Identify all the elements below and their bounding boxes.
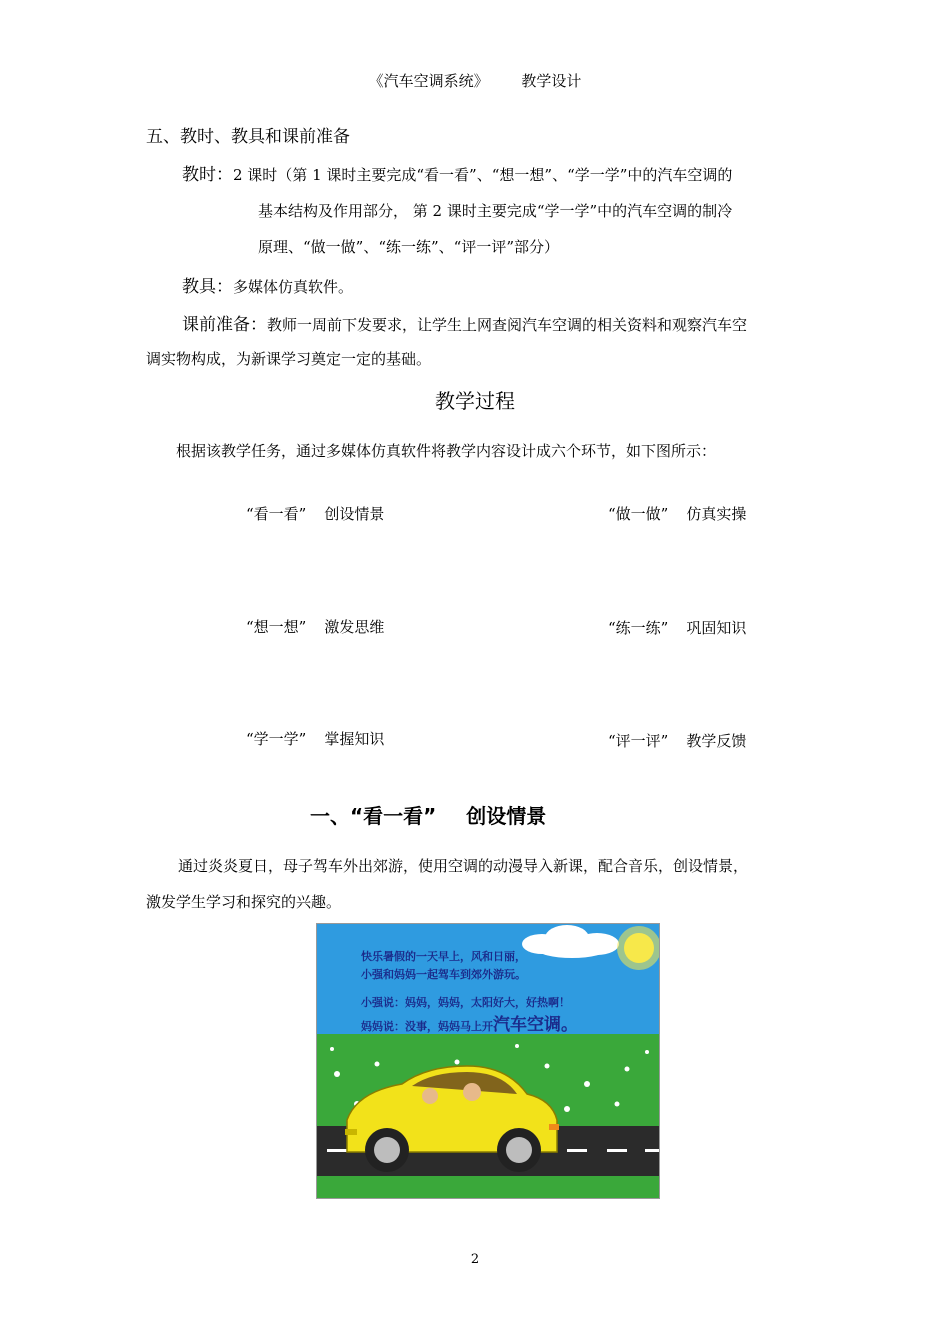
step-quote: “评一评”: [608, 732, 669, 750]
part1-paragraph: 通过炎炎夏日，母子驾车外出郊游，使用空调的动漫导入新课，配合音乐，创设情景，: [178, 857, 749, 875]
step-think: [246, 616, 384, 637]
tools-row: [182, 272, 353, 297]
page-header: [0, 70, 950, 91]
step-learn: [246, 728, 384, 749]
hours-row: [182, 160, 732, 185]
step-quote: “练一练”: [608, 619, 669, 637]
step-desc: 仿真实操: [686, 505, 747, 523]
page-number: 2: [470, 1252, 480, 1267]
caption-line1: 快乐暑假的一天早上，风和日丽，: [361, 950, 526, 963]
prep-label: 课前准备：: [182, 315, 267, 335]
section-title: 五、教时、教具和课前准备: [146, 127, 350, 147]
part1-heading: [310, 800, 546, 829]
doc-type: 教学设计: [521, 72, 582, 90]
hours-text-line2: 基本结构及作用部分， 第 2 课时主要完成“学一学”中的汽车空调的制冷: [258, 202, 733, 220]
caption-highlight: 汽车空调。: [493, 1015, 578, 1035]
step-quote: “看一看”: [246, 505, 307, 523]
mother-figure: [463, 1083, 481, 1101]
step-evaluate: [608, 730, 746, 751]
step-quote: “想一想”: [246, 618, 307, 636]
step-desc: 掌握知识: [324, 730, 385, 748]
step-practice: [608, 617, 746, 638]
hours-label: 教时：: [182, 165, 233, 185]
caption-line3: 小强说：妈妈，妈妈，太阳好大，好热啊！: [361, 996, 570, 1009]
course-title: 《汽车空调系统》: [368, 72, 489, 90]
cartoon-illustration: [316, 923, 660, 1199]
caption-line4: [361, 1010, 578, 1035]
tools-text: 多媒体仿真软件。: [233, 278, 354, 296]
sun-icon: [617, 926, 659, 970]
step-do: [608, 503, 746, 524]
tools-label: 教具：: [182, 277, 233, 297]
prep-row: [182, 310, 747, 335]
part1-paragraph-line2: 激发学生学习和探究的兴趣。: [146, 893, 342, 911]
step-quote: “做一做”: [608, 505, 669, 523]
child-figure: [422, 1088, 438, 1104]
step-desc: 创设情景: [324, 505, 385, 523]
step-look: [246, 503, 384, 524]
part1-heading-quote: 一、“看一看”: [310, 804, 437, 828]
hours-text-line3: 原理、“做一做”、“练一练”、“评一评”部分）: [258, 238, 560, 256]
caption-line2: 小强和妈妈一起驾车到郊外游玩。: [361, 968, 526, 981]
step-desc: 巩固知识: [686, 619, 747, 637]
step-quote: “学一学”: [246, 730, 307, 748]
hours-text: 2 课时（第 1 课时主要完成“看一看”、“想一想”、“学一学”中的汽车空调的: [233, 166, 733, 184]
prep-text-line2: 调实物构成，为新课学习奠定一定的基础。: [146, 350, 432, 368]
step-desc: 教学反馈: [686, 732, 747, 750]
caption-line4-text: 妈妈说：没事，妈妈马上开: [361, 1020, 493, 1033]
part1-heading-desc: 创设情景: [466, 804, 547, 828]
step-desc: 激发思维: [324, 618, 385, 636]
process-intro: 根据该教学任务，通过多媒体仿真软件将教学内容设计成六个环节，如下图所示：: [176, 442, 717, 460]
process-title: 教学过程: [435, 389, 515, 413]
prep-text: 教师一周前下发要求，让学生上网查阅汽车空调的相关资料和观察汽车空: [267, 316, 748, 334]
